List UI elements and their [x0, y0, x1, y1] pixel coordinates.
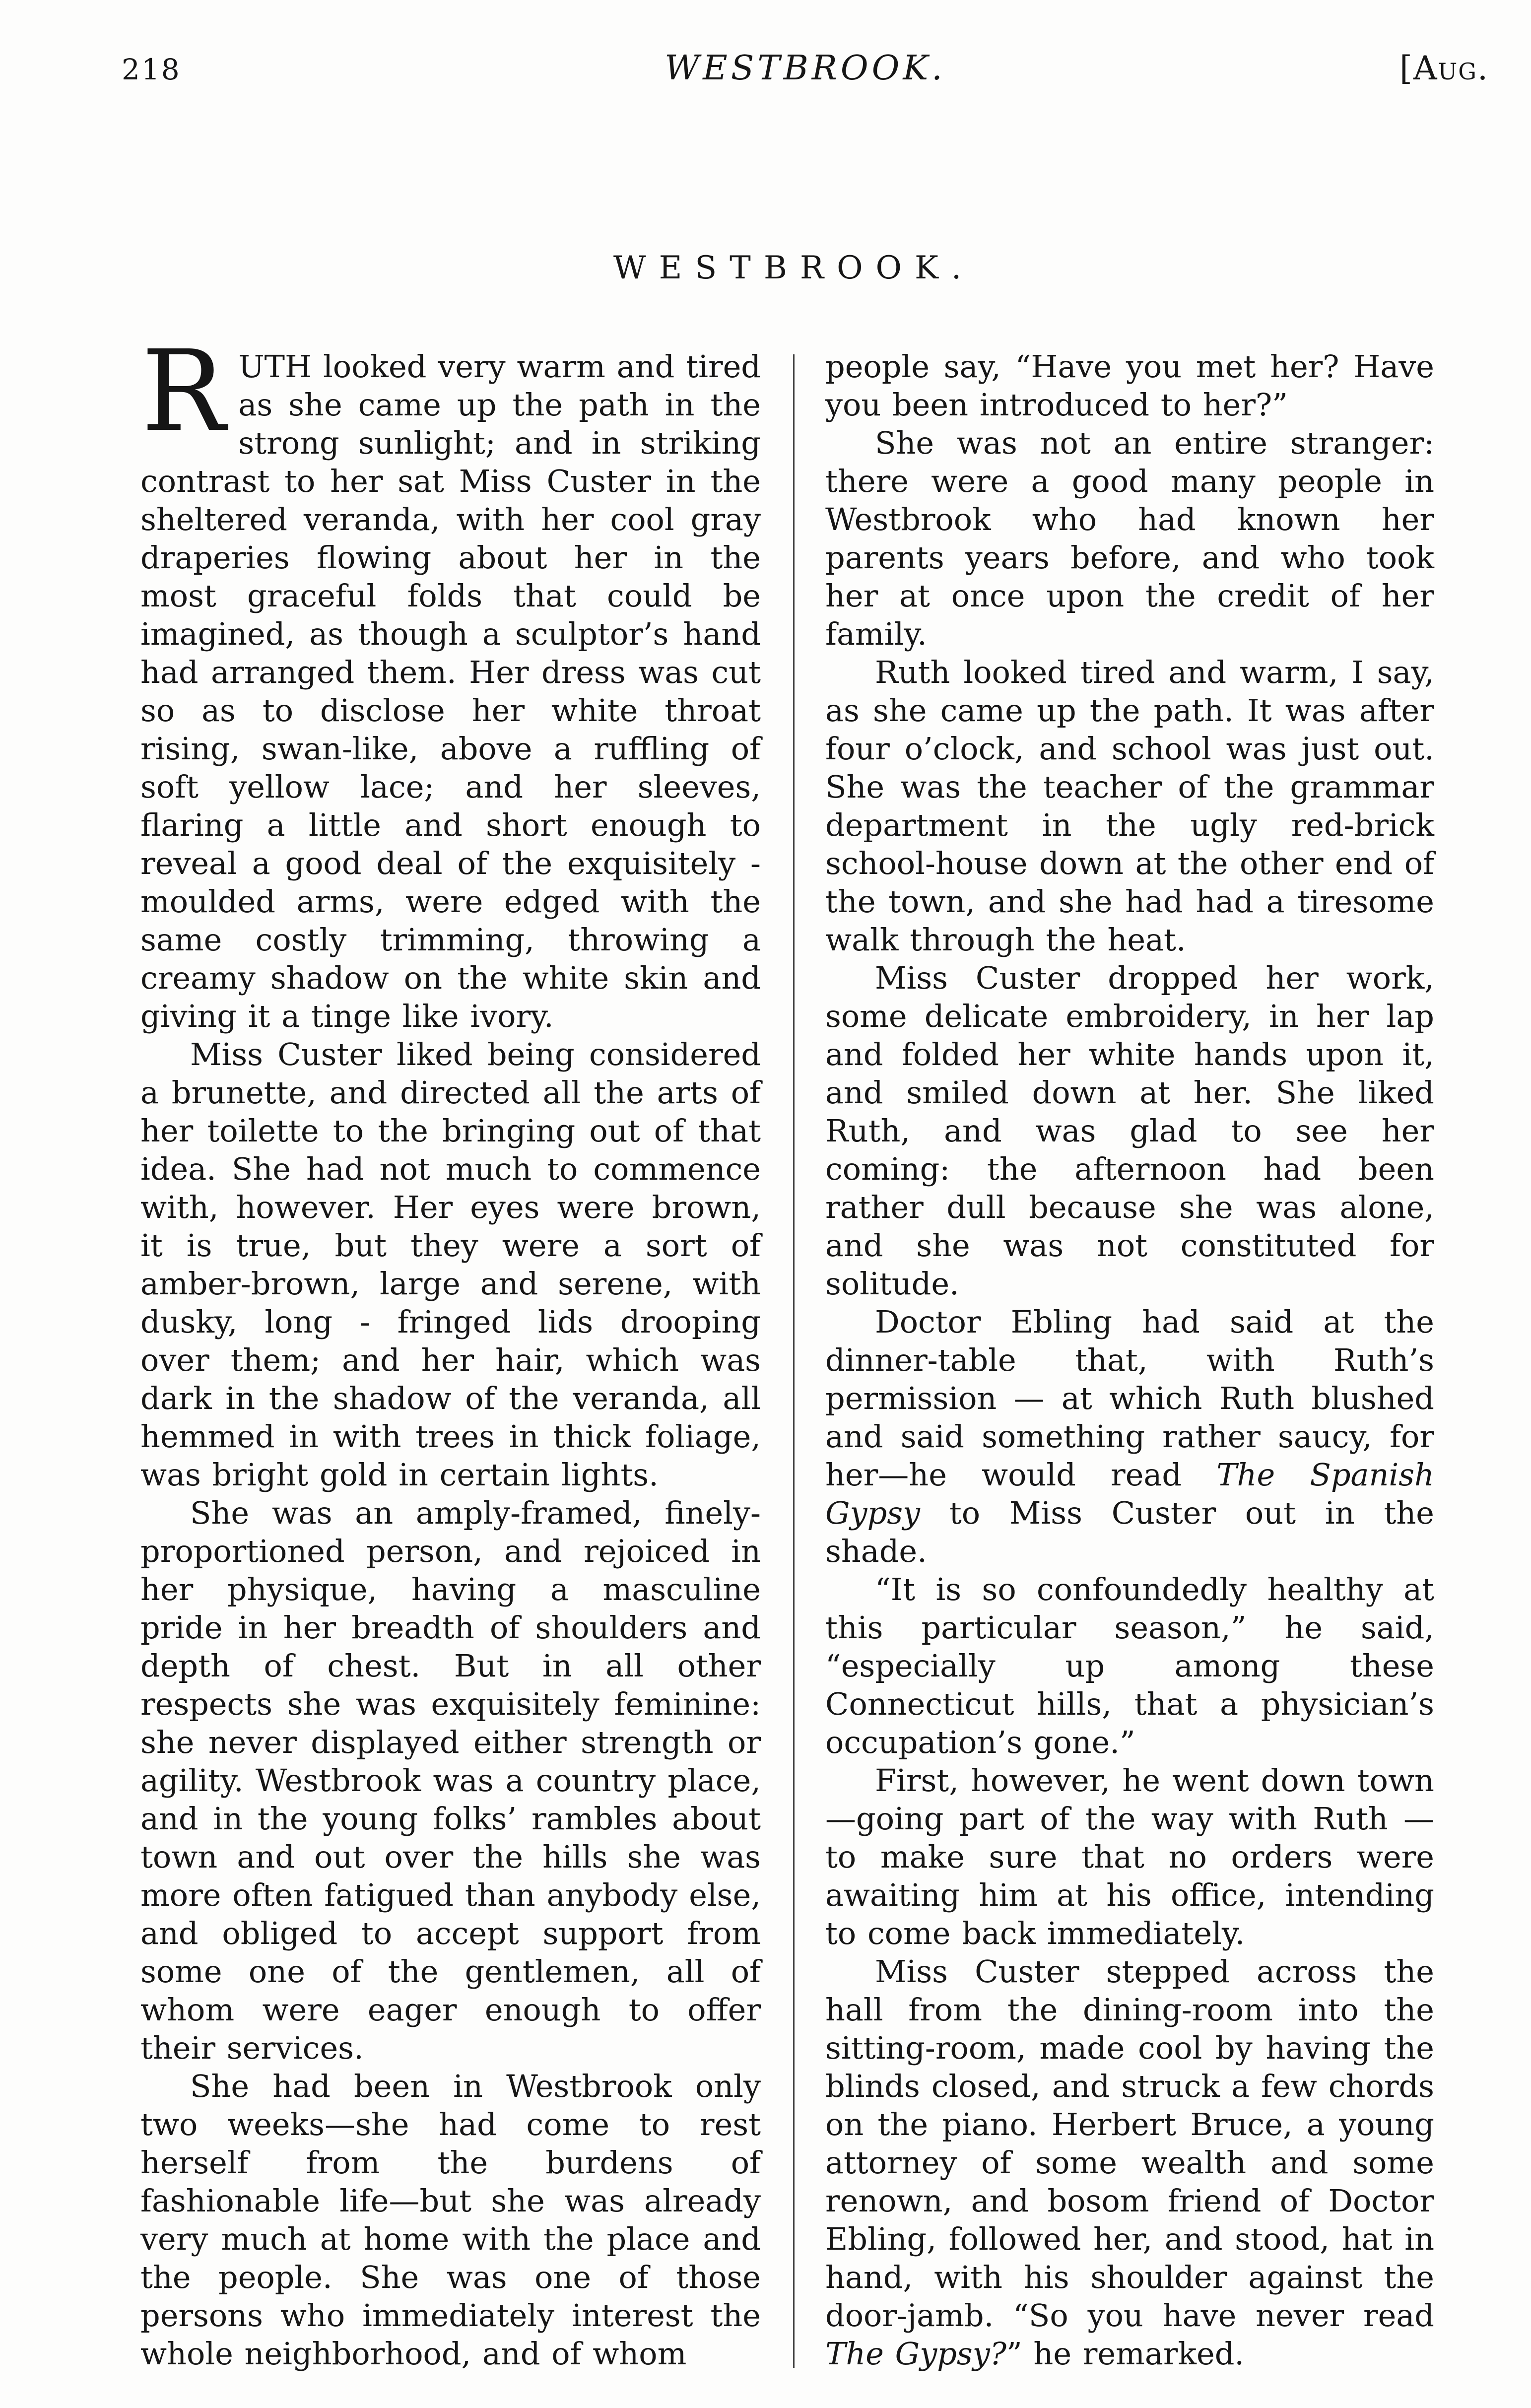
paragraph: [825, 1303, 1434, 1570]
paragraph: [825, 347, 1434, 424]
paragraph: [825, 1761, 1434, 1952]
italic-text: The Gypsy?: [825, 2336, 1007, 2372]
text-segment: “It is so confoundedly healthy at this particular season,” he said, “especially up among these Connecticut hills, that a physician’s occupation’s gone.”: [825, 1571, 1434, 1760]
page-number: 218: [122, 53, 181, 86]
paragraph: [140, 327, 761, 1035]
column-divider: [793, 354, 795, 2368]
article-title: WESTBROOK.: [613, 250, 975, 286]
column-gutter: [761, 347, 825, 2373]
text-segment: ” he remarked.: [1006, 2336, 1245, 2372]
text-segment: Miss Custer liked being considered a brunette, and directed all the arts of her toilette to the bringing out of that idea. She had not much to commence with, however. Her eyes were brown, it is true, but they were a sort of amber-brown, large and serene, with dusky, long - fringed lids drooping over them; and her hair, which was dark in the shadow of the veranda, all hemmed in with trees in thick foliage, was bright gold in certain lights.: [140, 1036, 761, 1493]
text-segment: to Miss Custer out in the shade.: [825, 1495, 1434, 1569]
text-segment: UTH looked very warm and tired as she came up the path in the strong sunlight; and in striking contrast to her sat Miss Custer in the sheltered veranda, with her cool gray draperies flowing about her in the most graceful folds that could be imagined, as though a sculptor’s hand had arranged them. Her dress was cut so as to disclose her white throat rising, swan-like, above a ruffling of soft yellow lace; and her sleeves, flaring a little and short enough to reveal a good deal of the exquisitely - moulded arms, were edged with the same costly trimming, throwing a creamy shadow on the white skin and giving it a tinge like ivory.: [140, 348, 761, 1034]
paragraph: [825, 959, 1434, 1303]
text-segment: First, however, he went down town—going part of the way with Ruth — to make sure that no orders were awaiting him at his office, intending to come back immediately.: [825, 1762, 1434, 1951]
text-segment: people say, “Have you met her? Have you been introduced to her?”: [825, 348, 1434, 423]
text-segment: Ruth looked tired and warm, I say, as she came up the path. It was after four o’clock, and school was just out. She was the teacher of the grammar department in the ugly red-brick school-house down at the other end of the town, and she had had a tiresome walk through the heat.: [825, 654, 1434, 958]
paragraph: [825, 424, 1434, 653]
text-segment: She had been in Westbrook only two weeks—she had come to rest herself from the burdens of fashionable life—but she was already very much at home with the place and the people. She was one of those persons who immediately interest the whole neighborhood, and of whom: [140, 2068, 761, 2372]
text-columns: [140, 327, 1434, 2373]
issue-month-label: [Aug.: [1399, 49, 1489, 87]
paragraph: [825, 1570, 1434, 1761]
right-column: [825, 347, 1434, 2373]
text-segment: She was an amply-framed, finely-proportioned person, and rejoiced in her physique, having a masculine pride in her breadth of shoulders and depth of chest. But in all other respects she was exquisitely feminine: she never displayed either strength or agility. Westbrook was a country place, and in the young folks’ rambles about town and out over the hills she was more often fatigued than anybody else, and obliged to accept support from some one of the gentlemen, all of whom were eager enough to offer their services.: [140, 1495, 761, 2066]
text-segment: Miss Custer dropped her work, some delicate embroidery, in her lap and folded her white hands upon it, and smiled down at her. She liked Ruth, and was glad to see her coming: the afternoon had been rather dull because she was alone, and she was not constituted for solitude.: [825, 960, 1434, 1302]
paragraph: [140, 2067, 761, 2373]
running-title: WESTBROOK.: [665, 49, 946, 88]
paragraph: [825, 653, 1434, 959]
paragraph: [140, 1494, 761, 2067]
text-segment: She was not an entire stranger: there were a good many people in Westbrook who had known her parents years before, and who took her at once upon the credit of her family.: [825, 425, 1434, 652]
text-segment: Miss Custer stepped across the hall from the dining-room into the sitting-room, made cool by having the blinds closed, and struck a few chords on the piano. Herbert Bruce, a young attorney of some wealth and some renown, and bosom friend of Doctor Ebling, followed her, and stood, hat in hand, with his shoulder against the door-jamb. “So you have never read: [825, 1953, 1434, 2334]
drop-cap-letter: R: [141, 327, 226, 457]
paragraph: [140, 1035, 761, 1494]
running-header: [122, 49, 1489, 88]
left-column: [140, 327, 761, 2373]
italic-text: The Spanish Gypsy: [825, 1457, 1434, 1531]
paragraph: [825, 1952, 1434, 2373]
text-segment: Doctor Ebling had said at the dinner-table that, with Ruth’s permission — at which Ruth blushed and said something rather saucy, for her—he would read: [825, 1304, 1434, 1493]
